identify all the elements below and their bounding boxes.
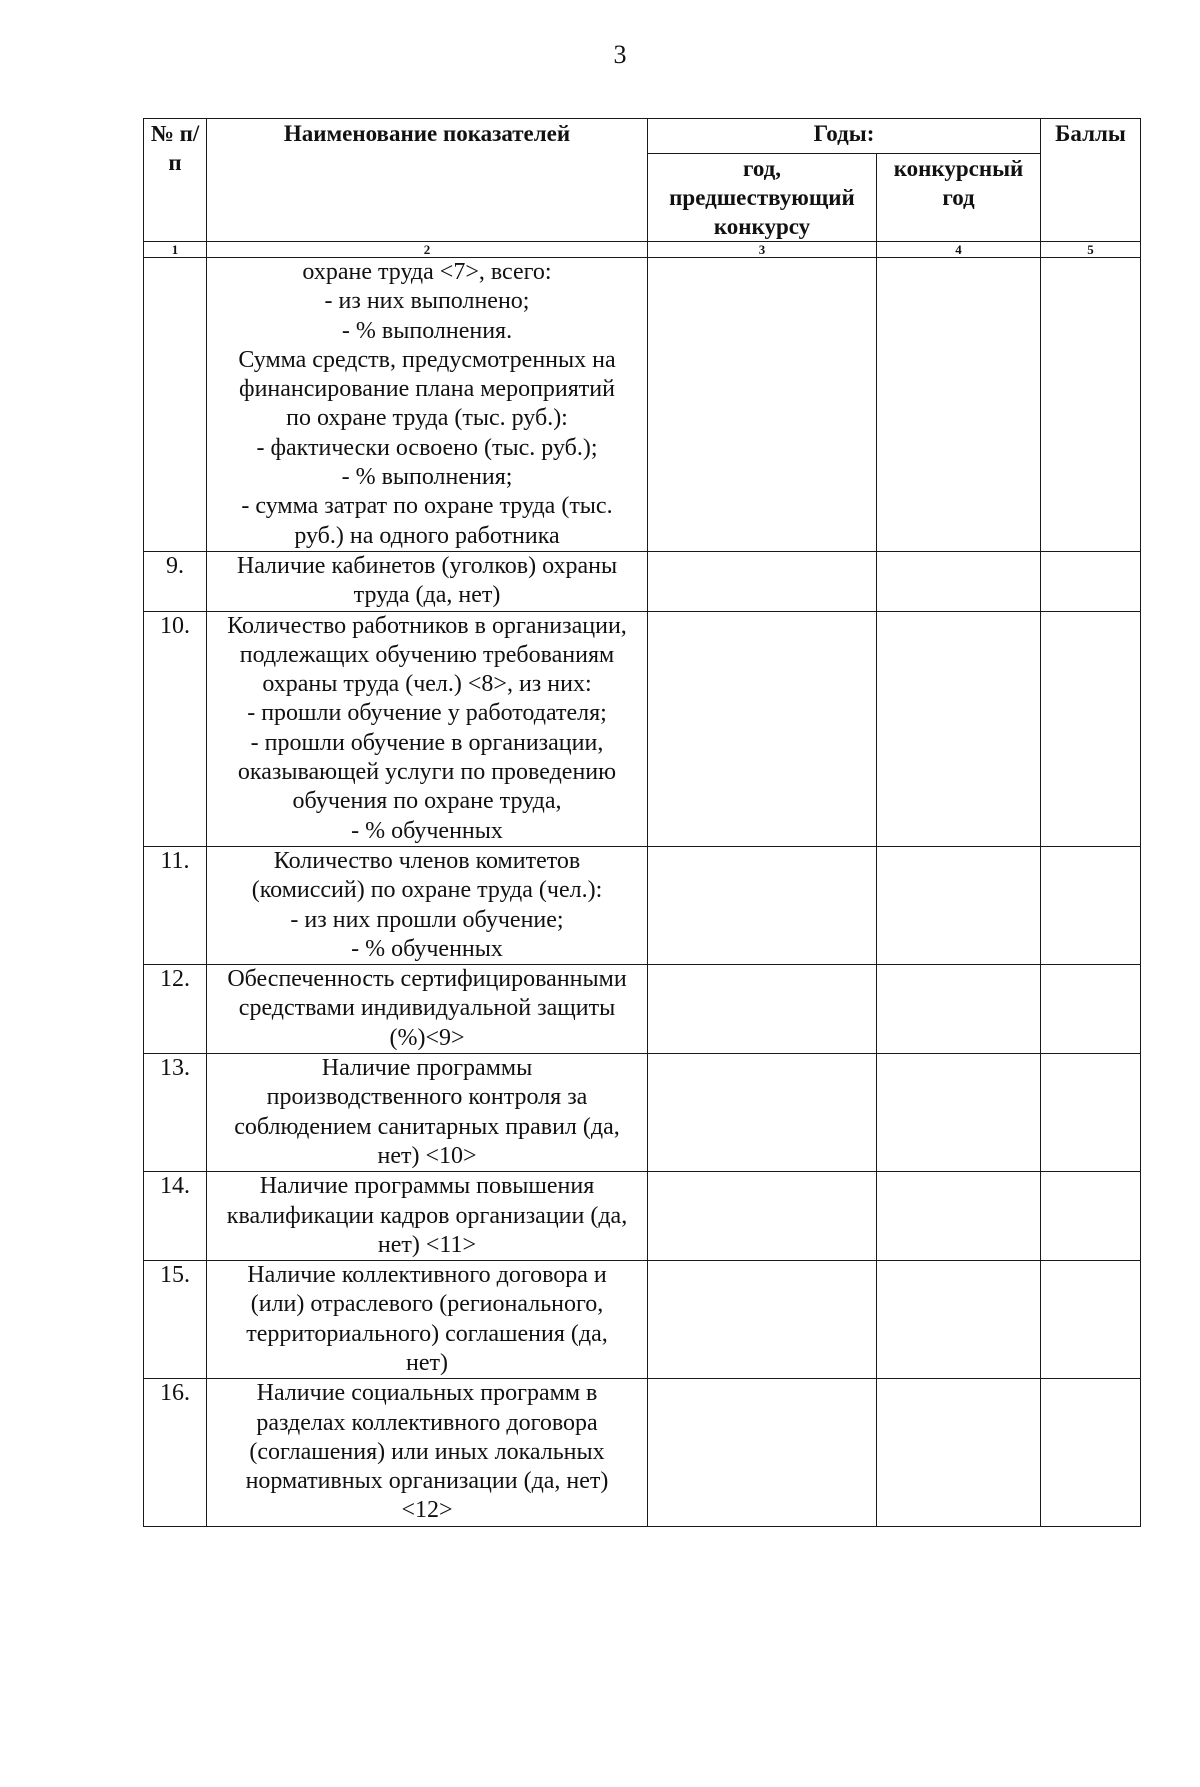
indicator-name-line: нет) <11>: [377, 1231, 477, 1258]
row-number: 12.: [144, 965, 207, 1054]
table-row: [144, 1261, 1141, 1379]
indicator-name-line: Наличие программы повышения: [259, 1173, 595, 1200]
previous-year-value: [648, 965, 877, 1054]
points-value: [1041, 611, 1141, 846]
previous-year-value: [648, 1172, 877, 1261]
indicator-name: [207, 846, 648, 964]
points-value: [1041, 258, 1141, 552]
indicator-name-line: разделах коллективного договора: [256, 1409, 598, 1436]
indicator-name-line: - % обученных: [351, 817, 503, 844]
indicator-name: [207, 1379, 648, 1526]
column-numbers-row: [144, 242, 1141, 258]
contest-year-value: [877, 1054, 1041, 1172]
page-number: 3: [613, 40, 627, 69]
points-value: [1041, 1054, 1141, 1172]
indicator-name-line: Наличие коллективного договора и: [247, 1262, 607, 1289]
indicator-name: [207, 611, 648, 846]
indicator-name-line: охране труда <7>, всего:: [302, 259, 552, 285]
indicator-name-line: Количество членов комитетов: [273, 847, 581, 874]
indicator-name-line: квалификации кадров организации (да,: [226, 1202, 628, 1229]
indicator-name-line: оказывающей услуги по проведению: [237, 759, 617, 786]
indicator-name-line: (комиссий) по охране труда (чел.):: [251, 877, 603, 904]
indicator-name-line: нет): [406, 1349, 448, 1376]
indicator-name-line: руб.) на одного работника: [294, 522, 560, 549]
indicator-name-line: финансирование плана мероприятий: [239, 376, 615, 403]
column-number: 1: [144, 242, 207, 258]
indicators-table: [143, 118, 1141, 1527]
indicator-name-line: охраны труда (чел.) <8>, из них:: [262, 671, 592, 698]
indicator-name-line: Наличие кабинетов (уголков) охраны: [236, 552, 618, 579]
indicator-name: [207, 965, 648, 1054]
contest-year-value: [877, 611, 1041, 846]
contest-year-value: [877, 846, 1041, 964]
table-row: [144, 258, 1141, 552]
header-indicator-name: Наименование показателей: [207, 119, 648, 242]
indicator-name-line: - фактически освоено (тыс. руб.);: [256, 434, 598, 461]
indicator-name-line: - из них прошли обучение;: [290, 906, 564, 933]
header-previous-year: год, предшествующий конкурсу: [648, 154, 877, 242]
indicator-name-line: подлежащих обучению требованиям: [239, 641, 615, 668]
indicator-name-line: - % выполнения.: [341, 317, 513, 344]
row-number: 9.: [144, 551, 207, 611]
table-row: [144, 846, 1141, 964]
indicator-name-line: Наличие программы: [321, 1055, 533, 1082]
previous-year-value: [648, 1054, 877, 1172]
points-value: [1041, 1172, 1141, 1261]
table-row: [144, 611, 1141, 846]
indicator-name-line: <12>: [401, 1497, 453, 1524]
points-value: [1041, 965, 1141, 1054]
previous-year-value: [648, 551, 877, 611]
header-number: № п/п: [144, 119, 207, 242]
indicator-name-line: - прошли обучение в организации,: [250, 729, 604, 756]
column-number: 2: [207, 242, 648, 258]
table-row: [144, 965, 1141, 1054]
indicator-name-line: производственного контроля за: [266, 1084, 588, 1111]
column-number: 5: [1041, 242, 1141, 258]
indicator-name-line: труда (да, нет): [353, 582, 501, 609]
indicator-name: [207, 1172, 648, 1261]
indicator-name-line: нормативных организации (да, нет): [245, 1468, 609, 1495]
indicator-name: [207, 551, 648, 611]
indicator-name-line: - сумма затрат по охране труда (тыс.: [241, 493, 613, 520]
row-number: 15.: [144, 1261, 207, 1379]
row-number: [144, 258, 207, 552]
table-row: [144, 1054, 1141, 1172]
header-points: Баллы: [1041, 119, 1141, 242]
indicator-name: [207, 1054, 648, 1172]
indicator-name-line: (или) отраслевого (регионального,: [250, 1291, 604, 1318]
indicator-name-line: - из них выполнено;: [324, 288, 530, 315]
header-years: Годы:: [648, 119, 1041, 154]
indicator-name-line: Обеспеченность сертифицированными: [227, 966, 627, 993]
row-number: 16.: [144, 1379, 207, 1526]
table-row: [144, 551, 1141, 611]
column-number: 4: [877, 242, 1041, 258]
indicator-name-line: Количество работников в организации,: [227, 612, 627, 639]
indicator-name-line: - % выполнения;: [341, 464, 513, 491]
indicator-name-line: соблюдением санитарных правил (да,: [234, 1113, 620, 1140]
row-number: 14.: [144, 1172, 207, 1261]
contest-year-value: [877, 551, 1041, 611]
points-value: [1041, 846, 1141, 964]
indicator-name-line: обучения по охране труда,: [292, 788, 562, 815]
contest-year-value: [877, 1379, 1041, 1526]
indicator-name-line: Сумма средств, предусмотренных на: [238, 346, 616, 373]
previous-year-value: [648, 846, 877, 964]
header-contest-year: конкурсный год: [877, 154, 1041, 242]
contest-year-value: [877, 1172, 1041, 1261]
indicator-name-line: - % обученных: [351, 935, 503, 962]
table-row: [144, 1379, 1141, 1526]
indicator-name-line: по охране труда (тыс. руб.):: [286, 405, 568, 432]
points-value: [1041, 1379, 1141, 1526]
indicator-name: [207, 258, 648, 552]
previous-year-value: [648, 1261, 877, 1379]
indicator-name-line: территориального) соглашения (да,: [246, 1320, 608, 1347]
indicator-name-line: средствами индивидуальной защиты: [238, 995, 616, 1022]
points-value: [1041, 551, 1141, 611]
indicator-name-line: - прошли обучение у работодателя;: [247, 700, 607, 727]
indicator-name-line: (соглашения) или иных локальных: [249, 1438, 605, 1465]
points-value: [1041, 1261, 1141, 1379]
contest-year-value: [877, 1261, 1041, 1379]
row-number: 10.: [144, 611, 207, 846]
indicator-name: [207, 1261, 648, 1379]
row-number: 13.: [144, 1054, 207, 1172]
previous-year-value: [648, 611, 877, 846]
previous-year-value: [648, 258, 877, 552]
contest-year-value: [877, 965, 1041, 1054]
indicator-name-line: Наличие социальных программ в: [256, 1380, 598, 1407]
indicator-name-line: (%)<9>: [389, 1024, 465, 1051]
table-row: [144, 1172, 1141, 1261]
previous-year-value: [648, 1379, 877, 1526]
indicator-name-line: нет) <10>: [377, 1142, 477, 1169]
column-number: 3: [648, 242, 877, 258]
row-number: 11.: [144, 846, 207, 964]
contest-year-value: [877, 258, 1041, 552]
